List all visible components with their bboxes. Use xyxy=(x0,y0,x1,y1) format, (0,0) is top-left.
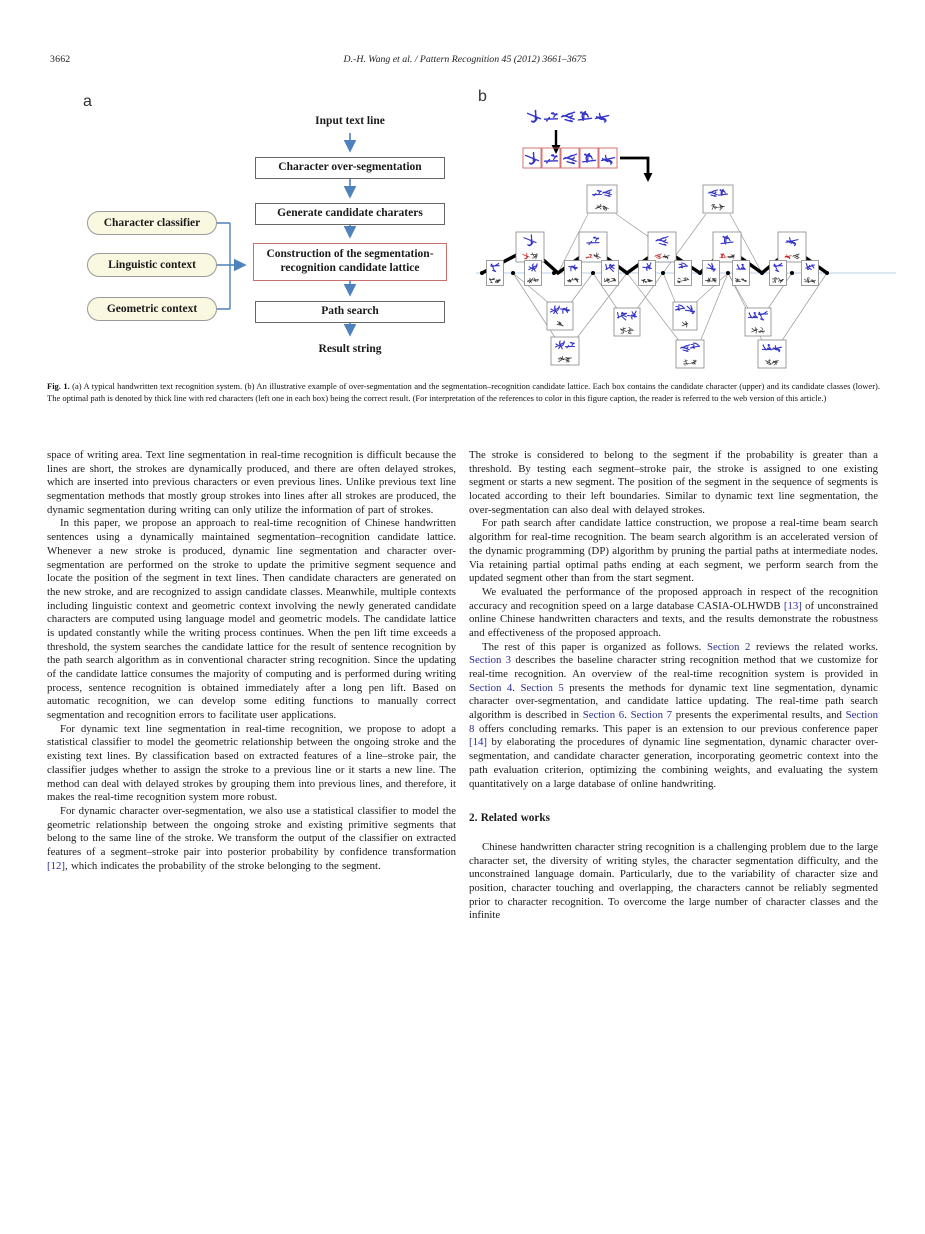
lattice-node xyxy=(591,271,595,275)
segmentation-box xyxy=(561,148,579,168)
handwritten-glyph xyxy=(579,112,592,121)
flowchart-input-label: Input text line xyxy=(315,115,385,127)
handwritten-glyph xyxy=(528,111,541,123)
paragraph: For dynamic text line segmentation in real-time recognition, we propose to adopt a statistical classifier to model the geometric relationship between the ongoing stroke and the existing text lines. By classification based on extracted features of a line–stroke pair, the classifier judges whether to assign the stroke to a previous line or it starts a new line. The method can deal with delayed strokes by grouping them into previous lines, and therefore, it makes the real-time recognition system more robust. xyxy=(47,722,456,804)
lattice-box xyxy=(733,261,750,286)
paragraph: In this paper, we propose an approach to real-time recognition of Chinese handwritten sentences using a dynamically maintained segmentation–recognition candidate lattice. Whenever a new stroke is produced, dynamic line segmentation and character over-segmentation are performed on the stroke to update the primitive segment sequence and locate the position of the segment in text lines. Then candidate characters are generated on the new stroke, and are recognized to assign candidate classes. Meanwhile, multiple contexts including linguistic context and geometric context involving the newly generated candidate characters are computed using language model and geometric models. The candidate lattice is updated constantly while the writing process continues. When the pen lift time exceeds a threshold, the system searches the candidate lattice for the result of sentence recognition by the path search algorithm as in conventional character string recognition. Since the updating of the candidate lattice consumes the majority of computing and is performed during writing process, sentence recognition is obtained immediately after a long pen lift. Based on automatic recognition, we can develop some editing functions to manually correct segmentation and recognition errors to facilitate user applications. xyxy=(47,517,456,722)
lattice-box xyxy=(703,185,733,213)
lattice-node xyxy=(625,271,629,275)
segmentation-box xyxy=(580,148,598,168)
lattice-box xyxy=(770,261,787,286)
lattice-box xyxy=(703,261,720,286)
flowchart-context-geometric: Geometric context xyxy=(87,297,217,321)
citation-link[interactable]: [12] xyxy=(47,859,65,872)
citation-link[interactable]: Section 7 xyxy=(630,709,673,722)
construct-lattice-label: Construction of the segmentation- recognition candidate lattice xyxy=(266,248,434,274)
flowchart-context-character-classifier: Character classifier xyxy=(87,211,217,235)
paragraph: For path search after candidate lattice construction, we propose a real-time beam search algorithm for real-time recognition. The beam search algorithm is an accelerated version of the dynamic programming (DP) algorithm by pruning the partial paths at intermediate nodes. Via retaining partial optimal paths ending at each segment, we perform search from the updated segment other than from the start segment. xyxy=(469,517,878,585)
flowchart-step-generate-candidates: Generate candidate charaters xyxy=(255,203,445,225)
paragraph: Chinese handwritten character string recognition is a challenging problem due to the large character set, the diversity of writing styles, the character segmentation difficulty, and the unconstrained language domain. Particularly, due to the variability of character size and position, character touching and overlapping, the characters cannot be reliably segmented prior to character recognition. To overcome the large number of character classes and the infinite xyxy=(469,840,878,922)
lattice-pointer-arrow xyxy=(620,158,648,174)
flowchart-step-path-search: Path search xyxy=(255,301,445,323)
paragraph: We evaluated the performance of the proposed approach in respect of the recognition accuracy and recognition speed on a large database CASIA-OLHWDB [13] of unconstrained online Chinese handwritten characters and texts, and the results demonstrate the robustness and effectiveness of the proposed approach. xyxy=(469,585,879,639)
lattice-box xyxy=(675,261,692,286)
lattice-node xyxy=(511,271,515,275)
lattice-node xyxy=(552,271,556,275)
lattice-box xyxy=(565,261,582,286)
lattice-node xyxy=(698,271,702,275)
flowchart-step-construct-lattice xyxy=(253,243,447,281)
handwritten-glyph xyxy=(564,154,577,163)
left-column xyxy=(47,449,456,923)
lattice-node xyxy=(825,271,829,275)
flowchart-connectors xyxy=(75,95,467,380)
lattice-node xyxy=(790,271,794,275)
lattice-node xyxy=(480,271,484,275)
lattice-box xyxy=(802,261,819,286)
citation-link[interactable]: Section 5 xyxy=(520,681,564,694)
page-number: 3662 xyxy=(50,54,71,65)
lattice-box xyxy=(676,340,704,368)
figure-1b-lattice-example xyxy=(468,88,910,380)
handwritten-glyph xyxy=(545,155,558,163)
flowchart-context-linguistic: Linguistic context xyxy=(87,253,217,277)
handwritten-glyph xyxy=(583,154,596,163)
paragraph: The stroke is considered to belong to the segment if the probability is greater than a threshold. By testing each segment–stroke pair, the stroke is assigned to one existing segment or starts a new segment. The position of the segment in the sequence of segments is located according to their left boundaries. Similar to dynamic text line segmentation, the over-segmentation can also deal with delayed strokes. xyxy=(469,449,878,516)
subfigure-label-b: b xyxy=(478,88,487,105)
paragraph: The rest of this paper is organized as follows. Section 2 reviews the related works. Section 3 describes the baseline character string recognition method that we customize for real-time recognition. An overview of the real-time recognition system is provided in Section 4. Section 5 presents the methods for dynamic text line segmentation, dynamic character over-segmentation, and candidate lattice updating. The real-time path search algorithm is described in Section 6. Section 7 presents the experimental results, and Section 8 offers concluding remarks. This paper is an extension to our previous conference paper [14] by elaborating the procedures of dynamic line segmentation, dynamic character over-segmentation, and candidate character generation, incorporating geometric context into the path evaluation criterion, optimizing the combining weights, and evaluating the system quantitatively on a large database of online handwriting. xyxy=(469,640,879,790)
lattice-box xyxy=(745,308,771,336)
body-columns xyxy=(47,449,878,923)
lattice-box xyxy=(579,232,607,262)
page-header xyxy=(47,54,883,65)
handwritten-glyph xyxy=(526,153,539,165)
citation-link[interactable]: Section 2 xyxy=(706,640,751,653)
handwritten-glyph xyxy=(545,113,558,121)
lattice-edge xyxy=(663,273,676,304)
figure-1a-flowchart xyxy=(75,95,467,380)
lattice-figure xyxy=(468,88,910,380)
section-heading-related-works: 2. Related works xyxy=(469,812,550,825)
context-connector-line xyxy=(217,223,230,309)
citation-link[interactable]: Section 6 xyxy=(582,709,625,722)
lattice-box xyxy=(648,232,676,262)
citation-link[interactable]: Section 4 xyxy=(469,681,513,694)
citation-link[interactable]: [13] xyxy=(783,599,802,612)
handwritten-glyph xyxy=(602,155,615,164)
lattice-box xyxy=(487,261,504,286)
citation-link[interactable]: Section 3 xyxy=(469,654,512,667)
flowchart-step-over-segmentation: Character over-segmentation xyxy=(255,157,445,179)
lattice-box xyxy=(547,302,573,330)
subfigure-label-a: a xyxy=(83,93,92,110)
flowchart-output-label: Result string xyxy=(318,343,382,355)
lattice-node xyxy=(661,271,665,275)
citation-link[interactable]: Section 8 xyxy=(469,709,879,735)
lattice-pointer-arrow-head xyxy=(644,173,653,182)
paragraph: space of writing area. Text line segmentation in real-time recognition is difficult because the lines are short, the strokes are dynamically produced, and there are often delayed strokes, which are inserted into previous characters or even previous lines. Unlike previous text line segmentation methods that mostly group strokes into lines after all strokes are produced, the dynamic segmentation during writing can only utilize the information of part of strokes. xyxy=(47,449,456,516)
handwritten-glyph xyxy=(562,112,575,121)
down-arrow-head xyxy=(552,145,561,154)
lattice-node xyxy=(726,271,730,275)
lattice-node xyxy=(760,271,764,275)
lattice-box xyxy=(516,232,544,262)
lattice-box xyxy=(758,340,786,368)
lattice-box xyxy=(551,337,579,365)
lattice-box xyxy=(778,232,806,262)
lattice-box xyxy=(587,185,617,213)
paragraph: For dynamic character over-segmentation, we also use a statistical classifier to model the geometric relationship between the ongoing stroke and existing primitive segments that belong to the same line of the stroke. We transform the output of the classifier on extracted features of a segment–stroke pair into posterior probability by confidence transformation [12], which indicates the probability of the stroke belonging to the segment. xyxy=(47,804,456,872)
citation-link[interactable]: [14] xyxy=(469,736,487,749)
figure-caption: Fig. 1. (a) A typical handwritten text recognition system. (b) An illustrative example of over-segmentation and the segmentation–recognition candidate lattice. Each box contains the candidate character (upper) and its candidate classes (lower). The optimal path is denoted by thick line with red characters (left one in each box) being the correct result. (For interpretation of the references to color in this figure caption, the reader is referred to the web version of this article.) xyxy=(47,381,880,403)
right-column xyxy=(469,449,878,923)
running-title: D.-H. Wang et al. / Pattern Recognition 45 (2012) 3661–3675 xyxy=(343,54,587,65)
handwritten-glyph xyxy=(596,113,609,122)
